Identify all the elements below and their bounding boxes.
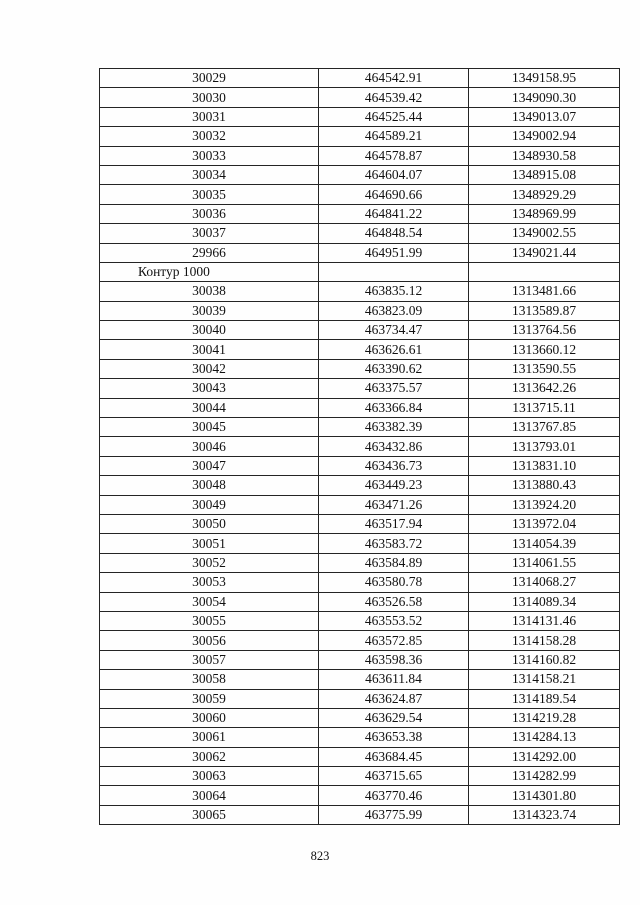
x-coordinate-cell: 464841.22: [319, 204, 469, 223]
y-coordinate-cell: 1314160.82: [469, 650, 620, 669]
x-coordinate-cell: 463526.58: [319, 592, 469, 611]
point-id-cell: 30050: [100, 514, 319, 533]
x-coordinate-cell: 464604.07: [319, 165, 469, 184]
table-row: [100, 282, 620, 301]
table-row: [100, 437, 620, 456]
table-row: [100, 670, 620, 689]
x-coordinate-cell: 463572.85: [319, 631, 469, 650]
y-coordinate-cell: 1348930.58: [469, 146, 620, 165]
point-id-cell: 30048: [100, 476, 319, 495]
y-coordinate-cell: 1349002.94: [469, 127, 620, 146]
y-coordinate-cell: 1349158.95: [469, 69, 620, 88]
y-coordinate-cell: 1313767.85: [469, 418, 620, 437]
point-id-cell: 29966: [100, 243, 319, 262]
point-id-cell: 30041: [100, 340, 319, 359]
table-row: [100, 224, 620, 243]
x-coordinate-cell: 463366.84: [319, 398, 469, 417]
y-coordinate-cell: 1313715.11: [469, 398, 620, 417]
point-id-cell: 30029: [100, 69, 319, 88]
table-row: [100, 107, 620, 126]
table-row: [100, 379, 620, 398]
table-row: [100, 689, 620, 708]
x-coordinate-cell: 463584.89: [319, 553, 469, 572]
point-id-cell: 30035: [100, 185, 319, 204]
point-id-cell: 30037: [100, 224, 319, 243]
table-row: [100, 456, 620, 475]
point-id-cell: 30058: [100, 670, 319, 689]
x-coordinate-cell: 463775.99: [319, 805, 469, 824]
y-coordinate-cell: 1314061.55: [469, 553, 620, 572]
point-id-cell: 30049: [100, 495, 319, 514]
x-coordinate-cell: 463517.94: [319, 514, 469, 533]
point-id-cell: 30039: [100, 301, 319, 320]
page-number: 823: [310, 849, 330, 863]
table-row: [100, 127, 620, 146]
y-coordinate-cell: 1313764.56: [469, 321, 620, 340]
point-id-cell: 30047: [100, 456, 319, 475]
y-coordinate-cell: 1313880.43: [469, 476, 620, 495]
table-row: [100, 592, 620, 611]
x-coordinate-cell: 463375.57: [319, 379, 469, 398]
x-coordinate-cell: 463715.65: [319, 767, 469, 786]
point-id-cell: 30059: [100, 689, 319, 708]
coordinates-table: [99, 68, 620, 825]
point-id-cell: 30040: [100, 321, 319, 340]
point-id-cell: 30061: [100, 728, 319, 747]
y-coordinate-cell: 1314131.46: [469, 611, 620, 630]
table-row: [100, 728, 620, 747]
table-row: [100, 398, 620, 417]
table-row: [100, 534, 620, 553]
point-id-cell: 30045: [100, 418, 319, 437]
y-coordinate-cell: 1314323.74: [469, 805, 620, 824]
point-id-cell: 30032: [100, 127, 319, 146]
table-row: [100, 340, 620, 359]
table-row: [100, 805, 620, 824]
y-coordinate-cell: 1313481.66: [469, 282, 620, 301]
y-coordinate-cell: 1314158.21: [469, 670, 620, 689]
point-id-cell: 30053: [100, 573, 319, 592]
y-coordinate-cell: 1348969.99: [469, 204, 620, 223]
point-id-cell: 30042: [100, 359, 319, 378]
x-coordinate-cell: 463611.84: [319, 670, 469, 689]
section-row: [100, 262, 620, 281]
table-row: [100, 69, 620, 88]
x-coordinate-cell: 463629.54: [319, 708, 469, 727]
x-coordinate-cell: 464589.21: [319, 127, 469, 146]
table-row: [100, 767, 620, 786]
point-id-cell: 30052: [100, 553, 319, 572]
table-row: [100, 321, 620, 340]
y-coordinate-cell: 1314282.99: [469, 767, 620, 786]
y-coordinate-cell: 1348915.08: [469, 165, 620, 184]
y-coordinate-cell: 1313589.87: [469, 301, 620, 320]
table-row: [100, 146, 620, 165]
table-row: [100, 708, 620, 727]
x-coordinate-cell: 463653.38: [319, 728, 469, 747]
table-row: [100, 553, 620, 572]
y-coordinate-cell: 1314158.28: [469, 631, 620, 650]
y-coordinate-cell: 1314284.13: [469, 728, 620, 747]
table-row: [100, 243, 620, 262]
y-coordinate-cell: 1313642.26: [469, 379, 620, 398]
y-coordinate-cell: 1348929.29: [469, 185, 620, 204]
point-id-cell: 30055: [100, 611, 319, 630]
x-coordinate-cell: 463835.12: [319, 282, 469, 301]
y-coordinate-cell: 1314054.39: [469, 534, 620, 553]
x-coordinate-cell: 464848.54: [319, 224, 469, 243]
x-coordinate-cell: 463382.39: [319, 418, 469, 437]
empty-cell: [319, 262, 469, 281]
x-coordinate-cell: 463583.72: [319, 534, 469, 553]
table-row: [100, 359, 620, 378]
point-id-cell: 30034: [100, 165, 319, 184]
x-coordinate-cell: 463684.45: [319, 747, 469, 766]
section-label-cell: Контур 1000: [100, 262, 319, 281]
point-id-cell: 30038: [100, 282, 319, 301]
y-coordinate-cell: 1313972.04: [469, 514, 620, 533]
point-id-cell: 30033: [100, 146, 319, 165]
x-coordinate-cell: 464525.44: [319, 107, 469, 126]
y-coordinate-cell: 1313793.01: [469, 437, 620, 456]
y-coordinate-cell: 1314292.00: [469, 747, 620, 766]
table-row: [100, 476, 620, 495]
x-coordinate-cell: 463436.73: [319, 456, 469, 475]
x-coordinate-cell: 463626.61: [319, 340, 469, 359]
x-coordinate-cell: 464690.66: [319, 185, 469, 204]
point-id-cell: 30060: [100, 708, 319, 727]
x-coordinate-cell: 463449.23: [319, 476, 469, 495]
y-coordinate-cell: 1349013.07: [469, 107, 620, 126]
table-row: [100, 301, 620, 320]
table-row: [100, 88, 620, 107]
point-id-cell: 30030: [100, 88, 319, 107]
y-coordinate-cell: 1314301.80: [469, 786, 620, 805]
y-coordinate-cell: 1314219.28: [469, 708, 620, 727]
y-coordinate-cell: 1313590.55: [469, 359, 620, 378]
point-id-cell: 30046: [100, 437, 319, 456]
table-row: [100, 611, 620, 630]
table-row: [100, 650, 620, 669]
table-row: [100, 631, 620, 650]
y-coordinate-cell: 1349090.30: [469, 88, 620, 107]
table-row: [100, 514, 620, 533]
point-id-cell: 30056: [100, 631, 319, 650]
x-coordinate-cell: 464539.42: [319, 88, 469, 107]
table-row: [100, 204, 620, 223]
y-coordinate-cell: 1314089.34: [469, 592, 620, 611]
x-coordinate-cell: 464542.91: [319, 69, 469, 88]
point-id-cell: 30031: [100, 107, 319, 126]
x-coordinate-cell: 463553.52: [319, 611, 469, 630]
table-row: [100, 418, 620, 437]
y-coordinate-cell: 1313924.20: [469, 495, 620, 514]
table-row: [100, 573, 620, 592]
point-id-cell: 30062: [100, 747, 319, 766]
y-coordinate-cell: 1349002.55: [469, 224, 620, 243]
point-id-cell: 30036: [100, 204, 319, 223]
x-coordinate-cell: 463471.26: [319, 495, 469, 514]
x-coordinate-cell: 463432.86: [319, 437, 469, 456]
point-id-cell: 30057: [100, 650, 319, 669]
point-id-cell: 30064: [100, 786, 319, 805]
point-id-cell: 30043: [100, 379, 319, 398]
point-id-cell: 30063: [100, 767, 319, 786]
table-row: [100, 786, 620, 805]
y-coordinate-cell: 1349021.44: [469, 243, 620, 262]
y-coordinate-cell: 1313660.12: [469, 340, 620, 359]
point-id-cell: 30051: [100, 534, 319, 553]
table-row: [100, 165, 620, 184]
y-coordinate-cell: 1313831.10: [469, 456, 620, 475]
y-coordinate-cell: 1314189.54: [469, 689, 620, 708]
point-id-cell: 30044: [100, 398, 319, 417]
coordinates-table-body: [100, 69, 620, 825]
y-coordinate-cell: 1314068.27: [469, 573, 620, 592]
table-row: [100, 185, 620, 204]
x-coordinate-cell: 463734.47: [319, 321, 469, 340]
x-coordinate-cell: 463823.09: [319, 301, 469, 320]
point-id-cell: 30054: [100, 592, 319, 611]
table-row: [100, 495, 620, 514]
x-coordinate-cell: 463598.36: [319, 650, 469, 669]
x-coordinate-cell: 463390.62: [319, 359, 469, 378]
point-id-cell: 30065: [100, 805, 319, 824]
x-coordinate-cell: 464578.87: [319, 146, 469, 165]
x-coordinate-cell: 464951.99: [319, 243, 469, 262]
empty-cell: [469, 262, 620, 281]
x-coordinate-cell: 463580.78: [319, 573, 469, 592]
x-coordinate-cell: 463624.87: [319, 689, 469, 708]
table-row: [100, 747, 620, 766]
x-coordinate-cell: 463770.46: [319, 786, 469, 805]
